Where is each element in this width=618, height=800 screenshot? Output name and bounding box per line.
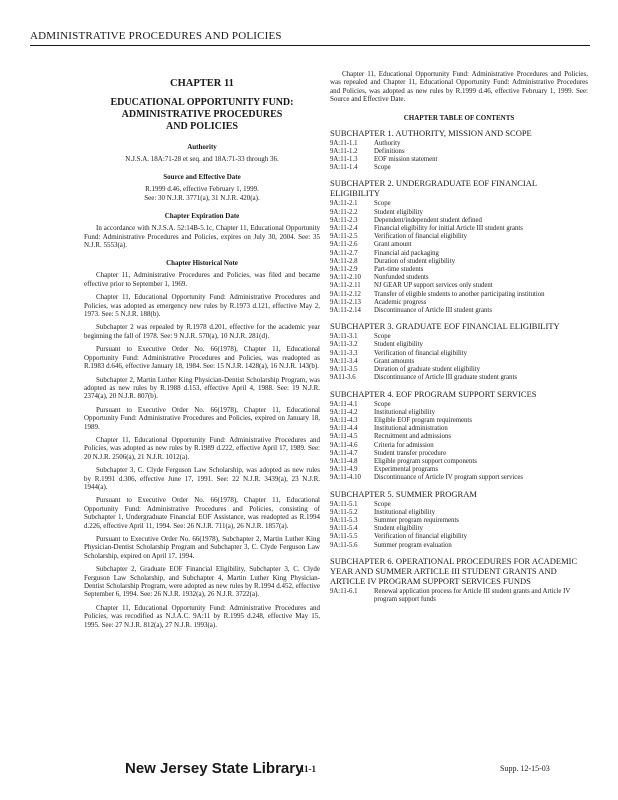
history-paragraph: Pursuant to Executive Order No. 66(1978), Chapter 11, Educational Opportunity Fund: Administrative Procedures and Policies, expired on January 18, 1989.: [84, 405, 320, 431]
toc-entry: [330, 509, 588, 517]
section-title: Duration of graduate student eligibility: [374, 366, 481, 374]
toc-entry: [330, 241, 588, 249]
table-of-contents: [330, 128, 588, 605]
section-number: 9A:11-4.4: [330, 425, 358, 433]
section-title: Scope: [374, 500, 391, 508]
section-title: Part-time students: [374, 266, 424, 274]
section-number: 9A:11-4.3: [330, 416, 358, 424]
section-number: 9A:11-3.5: [330, 366, 358, 374]
page-number: 11-1: [300, 764, 317, 774]
section-title: EOF mission statement: [374, 156, 438, 164]
section-title: Experimental programs: [374, 466, 438, 474]
section-number: 9A:11-5.3: [330, 516, 358, 524]
section-title: Scope: [374, 400, 391, 408]
history-paragraph: Subchapter 2, Martin Luther King Physician-Dentist Scholarship Program, was adopted as new rules by R.1988 d.153, effective April 4, 1988. See: 19 N.J.R. 2374(a), 20 N.J.R. 807(b).: [84, 375, 320, 401]
toc-entry: [330, 474, 588, 482]
section-number: 9A:11-4.7: [330, 449, 358, 457]
subchapter-heading: SUBCHAPTER 1. AUTHORITY, MISSION AND SCOPE: [330, 127, 532, 138]
section-title: Student eligibility: [374, 208, 423, 216]
toc-entry: [330, 299, 588, 307]
right-column: [330, 70, 588, 604]
section-number: 9A:11-4.6: [330, 441, 358, 449]
section-title: Verification of financial eligibility: [374, 533, 468, 541]
history-paragraph: Chapter 11, Educational Opportunity Fund: Administrative Procedures and Policies, was adopted as emergency new rules by R.1973 d.121, effective May 2, 1973. See: 5 N.J.R. 188(b).: [84, 293, 320, 319]
section-title: Definitions: [374, 147, 405, 155]
section-title: Grant amounts: [374, 357, 415, 365]
section-number: 9A:11-2.6: [330, 241, 358, 249]
toc-entry: [330, 533, 588, 541]
toc-entry: [330, 525, 588, 533]
section-number: 9A:11-4.1: [330, 400, 358, 408]
toc-entry: [330, 282, 588, 290]
source-text: R.1999 d.46, effective February 1, 1999.: [145, 185, 259, 194]
toc-entry: [330, 401, 588, 409]
section-number: 9A:11-3.2: [330, 341, 358, 349]
subchapter-heading: SUBCHAPTER 6. OPERATIONAL PROCEDURES FOR ACADEMIC YEAR AND SUMMER ARTICLE III STUDENT GRANTS AND ARTICLE IV PROGRAM SUPPORT SERVICES FUNDS: [330, 555, 578, 586]
section-title: Grant amount: [374, 241, 412, 249]
section-title: Verification of financial eligibility: [374, 233, 468, 241]
toc-heading: CHAPTER TABLE OF CONTENTS: [403, 113, 515, 122]
toc-entry: [330, 466, 588, 474]
toc-entry: [330, 140, 588, 148]
toc-entry: [330, 307, 588, 315]
toc-entry: [330, 374, 588, 382]
history-paragraph: Subchapter 3, C. Clyde Ferguson Law Scholarship, was adopted as new rules by R.1991 d.306, effective June 17, 1991. See: 22 N.J.R. 3439(a), 23 N.J.R. 1944(a).: [84, 466, 320, 491]
section-title: Financial aid packaging: [374, 249, 439, 257]
library-stamp: New Jersey State Library: [125, 760, 304, 777]
section-number: 9A:11-3.3: [330, 349, 358, 357]
section-number: 9A:11-5.5: [330, 533, 358, 541]
section-title: Student eligibility: [374, 341, 423, 349]
toc-entry: [330, 501, 588, 509]
repeal-note: Chapter 11, Educational Opportunity Fund: Administrative Procedures and Policies, was repealed and Chapter 11, Educational Opportunity Fund: Administrative Procedures and Policies, was adopted as new rules by R.1999 d.46, effective February 1, 1999. See: Source and Effective Date.: [330, 70, 588, 104]
left-column: [84, 70, 320, 634]
toc-entry: [330, 442, 588, 450]
section-number: 9A:11-2.3: [330, 216, 358, 224]
source-heading: Source and Effective Date: [163, 173, 241, 182]
toc-entry: [330, 425, 588, 433]
section-title: Scope: [374, 200, 391, 208]
section-title: Renewal application process for Article III student grants and Article IV program support funds: [374, 587, 571, 603]
section-number: 9A:11-2.12: [330, 290, 361, 298]
toc-entry: [330, 542, 588, 550]
toc-entry: [330, 350, 588, 358]
section-title: Scope: [374, 164, 391, 172]
section-number: 9A:11-1.2: [330, 147, 358, 155]
subchapter-heading: SUBCHAPTER 3. GRADUATE EOF FINANCIAL ELIGIBILITY: [330, 321, 560, 332]
section-title: Recruitment and admissions: [374, 433, 452, 441]
subchapter-heading: SUBCHAPTER 4. EOF PROGRAM SUPPORT SERVICES: [330, 388, 537, 399]
section-title: Scope: [374, 333, 391, 341]
section-title: Discontinuance of Article IV program support services: [374, 474, 523, 482]
subchapter-heading: SUBCHAPTER 2. UNDERGRADUATE EOF FINANCIAL ELIGIBILITY: [330, 178, 537, 199]
toc-entry: [330, 233, 588, 241]
authority-heading: Authority: [187, 143, 217, 151]
section-title: Eligible EOF program requirements: [374, 416, 472, 424]
section-title: Eligible program support components: [374, 457, 477, 465]
section-title: Institutional eligibility: [374, 408, 435, 416]
source-text: See: 30 N.J.R. 3771(a), 31 N.J.R. 420(a).: [144, 193, 260, 202]
expiration-heading: Chapter Expiration Date: [164, 212, 240, 221]
section-number: 9A:11-1.1: [330, 139, 358, 147]
toc-entry: [330, 291, 588, 299]
section-number: 9A:11-2.1: [330, 200, 358, 208]
section-number: 9A:11-1.3: [330, 156, 358, 164]
section-title: Summer program evaluation: [374, 541, 452, 549]
section-title: Financial eligibility for initial Article III student grants: [374, 225, 523, 233]
section-number: 9A:11-6.1: [330, 587, 358, 595]
history-paragraph: Chapter 11, Educational Opportunity Fund: Administrative Procedures and Policies, was recodified as N.J.A.C. 9A:11 by R.1995 d.248, effective May 15, 1995. See: 27 N.J.R. 812(a), 27 N.J.R. 1993(a).: [84, 603, 320, 629]
section-number: 9A:11-4.10: [330, 474, 361, 482]
page-footer: [0, 760, 618, 780]
section-title: NJ GEAR UP support services only student: [374, 282, 493, 290]
supplement-date: Supp. 12-15-03: [500, 764, 550, 773]
section-title: Student transfer procedure: [374, 449, 447, 457]
history-heading: Chapter Historical Note: [166, 259, 238, 268]
toc-entry: [330, 200, 588, 208]
section-title: Institutional eligibility: [374, 508, 435, 516]
running-head: ADMINISTRATIVE PROCEDURES AND POLICIES: [30, 30, 590, 46]
toc-entry: [330, 409, 588, 417]
section-number: 9A:11-2.10: [330, 274, 361, 282]
toc-entry: [330, 433, 588, 441]
section-number: 9A:11-2.14: [330, 307, 361, 315]
toc-entry: [330, 217, 588, 225]
history-paragraph: Pursuant to Executive Order No. 66(1978), Subchapter 2, Martin Luther King Physician-Dentist Scholarship Program and Subchapter 3, C. Clyde Ferguson Law Scholarship, expired on April 17, 1994.: [84, 535, 320, 560]
toc-entry: [330, 164, 588, 172]
section-title: Duration of student eligibility: [374, 257, 455, 265]
section-number: 9A:11-4.9: [330, 466, 358, 474]
toc-entry: [330, 333, 588, 341]
history-paragraph: Pursuant to Executive Order No. 66(1978), Chapter 11, Educational Opportunity Fund: Administrative Procedures and Policies, consisting of Subchapter 1, Undergraduate Financial EOF Assistance, was readopted as R.1994 d.226, effective April 11, 1994. See: 26 N.J.R. 711(a), 26 N.J.R. 1857(a).: [84, 496, 320, 530]
section-number: 9A:11-2.11: [330, 282, 361, 290]
section-number: 9A:11-5.4: [330, 525, 358, 533]
toc-entry: [330, 458, 588, 466]
section-title: Dependent/independent student defined: [374, 216, 482, 224]
toc-entry: [330, 450, 588, 458]
section-title: Nonfunded students: [374, 274, 429, 282]
section-number: 9A:11-1.4: [330, 164, 358, 172]
section-number: 9A:11-2.5: [330, 233, 358, 241]
section-number: 9A:11-5.2: [330, 508, 358, 516]
chapter-title: [84, 97, 320, 133]
section-number: 9A:11-4.2: [330, 408, 358, 416]
toc-entry: [330, 250, 588, 258]
subchapter-heading: SUBCHAPTER 5. SUMMER PROGRAM: [330, 488, 477, 499]
section-number: 9A:11-4.5: [330, 433, 358, 441]
section-title: Transfer of eligible students to another participating institution: [374, 290, 545, 298]
section-number: 9A:11-2.2: [330, 208, 358, 216]
toc-entry: [330, 366, 588, 374]
history-paragraph: Subchapter 2, Graduate EOF Financial Eligibility, Subchapter 3, C. Clyde Ferguson Law Scholarship, and Subchapter 4, Martin Luther King Physician-Dentist Scholarship Program, were adopted as new rules by R.1994 d.452, effective September 6, 1994. See: 26 N.J.R. 1932(a), 26 N.J.R. 3722(a).: [84, 565, 320, 599]
section-number: 9A11-3.6: [330, 374, 356, 382]
history-paragraph: Pursuant to Executive Order No. 66(1978), Chapter 11, Educational Opportunity Fund: Administrative Procedures and Policies, was readopted as R.1983 d.646, effective January 18, 1984. See: 15 N.J.R. 1428(a), 16 N.J.R. 143(b).: [84, 345, 320, 371]
section-title: Authority: [374, 139, 401, 147]
toc-entry: [330, 258, 588, 266]
toc-entry: [330, 266, 588, 274]
section-title: Criteria for admission: [374, 441, 434, 449]
expiration-text: In accordance with N.J.S.A. 52:14B-5.1c, Chapter 11, Educational Opportunity Fund: Administrative Procedures and Policies, expires on July 30, 2004. See: 35 N.J.R. 5553(a).: [84, 224, 320, 250]
toc-entry: [330, 225, 588, 233]
section-number: 9A:11-2.13: [330, 298, 361, 306]
toc-entry: [330, 274, 588, 282]
section-title: Academic progress: [374, 298, 427, 306]
toc-entry: [330, 209, 588, 217]
chapter-title-line: ADMINISTRATIVE PROCEDURES: [121, 109, 283, 120]
section-number: 9A:11-3.4: [330, 357, 358, 365]
section-number: 9A:11-2.7: [330, 249, 358, 257]
toc-entry: [330, 417, 588, 425]
toc-entry: [330, 517, 588, 525]
section-number: 9A:11-2.4: [330, 225, 358, 233]
toc-entry: [330, 588, 588, 604]
history-paragraph: Chapter 11, Educational Opportunity Fund: Administrative Procedures and Policies, was adopted as new rules by R.1989 d.222, effective April 17, 1989. See: 20 N.J.R. 2506(a), 21 N.J.R. 1012(a).: [84, 435, 320, 461]
toc-entry: [330, 341, 588, 349]
section-title: Summer program requirements: [374, 516, 459, 524]
authority-text: N.J.S.A. 18A:71-28 et seq. and 18A:71-33 through 36.: [125, 155, 279, 163]
section-number: 9A:11-2.8: [330, 257, 358, 265]
section-number: 9A:11-2.9: [330, 266, 358, 274]
chapter-title-line: AND POLICIES: [166, 121, 238, 132]
section-title: Institutional administration: [374, 425, 448, 433]
history-paragraph: Chapter 11, Administrative Procedures and Policies, was filed and became effective prior to September 1, 1969.: [84, 271, 320, 288]
section-number: 9A:11-5.1: [330, 500, 358, 508]
section-title: Verification of financial eligibility: [374, 349, 468, 357]
chapter-title-line: EDUCATIONAL OPPORTUNITY FUND:: [110, 97, 294, 108]
section-number: 9A:11-3.1: [330, 333, 358, 341]
section-title: Discontinuance of Article III graduate student grants: [374, 374, 518, 382]
section-number: 9A:11-4.8: [330, 457, 358, 465]
toc-entry: [330, 156, 588, 164]
section-title: Student eligibility: [374, 525, 423, 533]
toc-entry: [330, 148, 588, 156]
section-title: Discontinuance of Article III student grants: [374, 307, 492, 315]
history-list: [84, 271, 320, 629]
history-paragraph: Subchapter 2 was repealed by R.1978 d.201, effective for the academic year beginning the fall of 1978. See: 9 N.J.R. 570(a), 10 N.J.R. 281(d).: [84, 323, 320, 340]
toc-entry: [330, 358, 588, 366]
section-number: 9A:11-5.6: [330, 541, 358, 549]
chapter-number: CHAPTER 11: [170, 78, 234, 89]
